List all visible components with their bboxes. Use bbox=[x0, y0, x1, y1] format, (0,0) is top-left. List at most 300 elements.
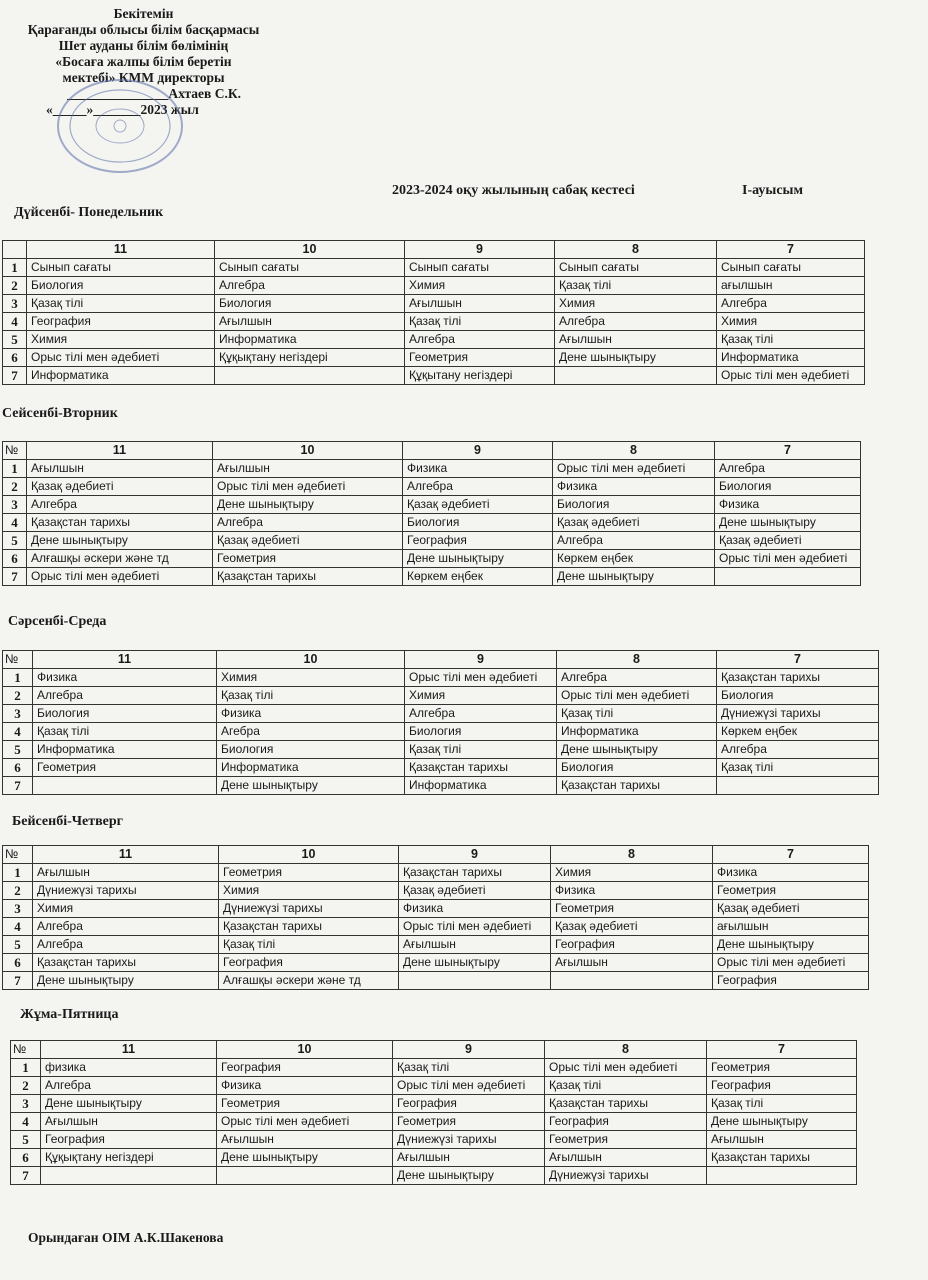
lesson-number: 4 bbox=[3, 514, 27, 532]
subject-cell: Ағылшын bbox=[213, 460, 403, 478]
approval-date-line: «_____»_______2023 жыл bbox=[46, 102, 199, 117]
subject-cell: Алгебра bbox=[33, 687, 217, 705]
subject-cell: Алгебра bbox=[717, 741, 879, 759]
subject-cell: Дене шынықтыру bbox=[213, 496, 403, 514]
grade-header: 8 bbox=[555, 241, 717, 259]
table-row bbox=[3, 514, 861, 532]
subject-cell: Қазақ тілі bbox=[707, 1095, 857, 1113]
subject-cell: Алгебра bbox=[215, 277, 405, 295]
schedule-table bbox=[2, 845, 869, 990]
subject-cell: География bbox=[41, 1131, 217, 1149]
table-row bbox=[3, 936, 869, 954]
subject-cell: Ағылшын bbox=[551, 954, 713, 972]
subject-cell: Дүниежүзі тарихы bbox=[545, 1167, 707, 1185]
subject-cell: Геометрия bbox=[707, 1059, 857, 1077]
subject-cell: Қазақстан тарихы bbox=[33, 954, 219, 972]
subject-cell: Дене шынықтыру bbox=[713, 936, 869, 954]
subject-cell: Қазақ әдебиеті bbox=[715, 532, 861, 550]
subject-cell: География bbox=[219, 954, 399, 972]
lesson-number: 1 bbox=[3, 460, 27, 478]
subject-cell bbox=[715, 568, 861, 586]
subject-cell: Биология bbox=[33, 705, 217, 723]
subject-cell: Орыс тілі мен әдебиеті bbox=[399, 918, 551, 936]
subject-cell: Биология bbox=[27, 277, 215, 295]
schedule-table bbox=[2, 240, 865, 385]
subject-cell: Ағылшын bbox=[545, 1149, 707, 1167]
subject-cell: География bbox=[393, 1095, 545, 1113]
subject-cell: Қазақ әдебиеті bbox=[551, 918, 713, 936]
number-header: № bbox=[3, 846, 33, 864]
lesson-number: 2 bbox=[3, 687, 33, 705]
lesson-number: 6 bbox=[3, 954, 33, 972]
subject-cell: География bbox=[403, 532, 553, 550]
subject-cell: Геометрия bbox=[219, 864, 399, 882]
subject-cell: Ағылшын bbox=[33, 864, 219, 882]
subject-cell: Дене шынықтыру bbox=[41, 1095, 217, 1113]
table-row bbox=[3, 277, 865, 295]
subject-cell: Қазақ тілі bbox=[393, 1059, 545, 1077]
subject-cell: Дүниежүзі тарихы bbox=[393, 1131, 545, 1149]
grade-header: 10 bbox=[213, 442, 403, 460]
table-row bbox=[3, 705, 879, 723]
subject-cell: География bbox=[707, 1077, 857, 1095]
subject-cell: Құқықтану негіздері bbox=[41, 1149, 217, 1167]
table-row bbox=[3, 723, 879, 741]
subject-cell: Дене шынықтыру bbox=[33, 972, 219, 990]
table-row bbox=[3, 532, 861, 550]
subject-cell: Қазақстан тарихы bbox=[213, 568, 403, 586]
subject-cell: Биология bbox=[215, 295, 405, 313]
lesson-number: 4 bbox=[11, 1113, 41, 1131]
subject-cell: Қазақ тілі bbox=[557, 705, 717, 723]
subject-cell: Физика bbox=[551, 882, 713, 900]
subject-cell: Орыс тілі мен әдебиеті bbox=[213, 478, 403, 496]
approval-line: Қарағанды облысы білім басқармасы bbox=[27, 22, 260, 37]
subject-cell: Геометрия bbox=[33, 759, 217, 777]
subject-cell: Химия bbox=[33, 900, 219, 918]
subject-cell: Дене шынықтыру bbox=[399, 954, 551, 972]
subject-cell: Информатика bbox=[27, 367, 215, 385]
header-row bbox=[3, 651, 879, 669]
table-row bbox=[3, 669, 879, 687]
subject-cell: Сынып сағаты bbox=[215, 259, 405, 277]
grade-header: 7 bbox=[715, 442, 861, 460]
subject-cell: Ағылшын bbox=[27, 460, 213, 478]
schedule-table bbox=[2, 650, 879, 795]
subject-cell: Қазақ тілі bbox=[555, 277, 717, 295]
table-row bbox=[3, 349, 865, 367]
subject-cell: Қазақ тілі bbox=[33, 723, 217, 741]
subject-cell: ағылшын bbox=[717, 277, 865, 295]
director-signature-line: _______________Ахтаев С.К. bbox=[67, 86, 241, 101]
subject-cell: Химия bbox=[717, 313, 865, 331]
lesson-number: 2 bbox=[11, 1077, 41, 1095]
subject-cell: Дене шынықтыру bbox=[217, 777, 405, 795]
subject-cell: Дүниежүзі тарихы bbox=[219, 900, 399, 918]
subject-cell: География bbox=[551, 936, 713, 954]
subject-cell: Ағылшын bbox=[217, 1131, 393, 1149]
subject-cell bbox=[555, 367, 717, 385]
grade-header: 9 bbox=[405, 651, 557, 669]
grade-header: 10 bbox=[217, 1041, 393, 1059]
lesson-number: 2 bbox=[3, 277, 27, 295]
subject-cell: Химия bbox=[405, 277, 555, 295]
subject-cell: Қазақ тілі bbox=[219, 936, 399, 954]
subject-cell: Химия bbox=[551, 864, 713, 882]
subject-cell: География bbox=[217, 1059, 393, 1077]
table-row bbox=[3, 741, 879, 759]
day-title: Сейсенбі-Вторник bbox=[2, 406, 118, 421]
subject-cell: Қазақстан тарихы bbox=[399, 864, 551, 882]
table-row bbox=[3, 954, 869, 972]
subject-cell: Қазақ әдебиеті bbox=[213, 532, 403, 550]
subject-cell: Қазақстан тарихы bbox=[717, 669, 879, 687]
subject-cell: География bbox=[27, 313, 215, 331]
subject-cell: Орыс тілі мен әдебиеті bbox=[27, 568, 213, 586]
subject-cell: Орыс тілі мен әдебиеті bbox=[715, 550, 861, 568]
grade-header: 7 bbox=[717, 651, 879, 669]
subject-cell: Информатика bbox=[215, 331, 405, 349]
subject-cell: Қазақстан тарихы bbox=[405, 759, 557, 777]
subject-cell bbox=[215, 367, 405, 385]
subject-cell: Агебра bbox=[217, 723, 405, 741]
subject-cell: Орыс тілі мен әдебиеті bbox=[217, 1113, 393, 1131]
grade-header: 7 bbox=[713, 846, 869, 864]
subject-cell: Ағылшын bbox=[399, 936, 551, 954]
subject-cell: Ағылшын bbox=[393, 1149, 545, 1167]
lesson-number: 7 bbox=[3, 568, 27, 586]
lesson-number: 3 bbox=[3, 900, 33, 918]
table-row bbox=[11, 1077, 857, 1095]
subject-cell: Сынып сағаты bbox=[555, 259, 717, 277]
lesson-number: 3 bbox=[11, 1095, 41, 1113]
grade-header: 8 bbox=[545, 1041, 707, 1059]
subject-cell: Алгебра bbox=[27, 496, 213, 514]
lesson-number: 7 bbox=[3, 367, 27, 385]
subject-cell: Ағылшын bbox=[215, 313, 405, 331]
lesson-number: 3 bbox=[3, 496, 27, 514]
header-row bbox=[3, 442, 861, 460]
subject-cell: Геометрия bbox=[393, 1113, 545, 1131]
subject-cell: Физика bbox=[713, 864, 869, 882]
subject-cell: Дене шынықтыру bbox=[557, 741, 717, 759]
subject-cell: Дене шынықтыру bbox=[715, 514, 861, 532]
table-row bbox=[3, 568, 861, 586]
subject-cell: Сынып сағаты bbox=[405, 259, 555, 277]
subject-cell: Көркем еңбек bbox=[553, 550, 715, 568]
subject-cell: Биология bbox=[557, 759, 717, 777]
table-row bbox=[3, 367, 865, 385]
subject-cell: Қазақ тілі bbox=[545, 1077, 707, 1095]
table-row bbox=[11, 1095, 857, 1113]
table-row bbox=[3, 759, 879, 777]
subject-cell: Сынып сағаты bbox=[27, 259, 215, 277]
subject-cell: Алгебра bbox=[405, 331, 555, 349]
subject-cell: Ағылшын bbox=[41, 1113, 217, 1131]
table-row bbox=[11, 1131, 857, 1149]
subject-cell: Орыс тілі мен әдебиеті bbox=[557, 687, 717, 705]
subject-cell: Құқытану негіздері bbox=[405, 367, 555, 385]
subject-cell: Алғашқы әскери және тд bbox=[27, 550, 213, 568]
approval-line: Бекітемін bbox=[113, 6, 174, 21]
subject-cell: Алгебра bbox=[405, 705, 557, 723]
subject-cell: Физика bbox=[715, 496, 861, 514]
subject-cell: Алгебра bbox=[557, 669, 717, 687]
number-header: № bbox=[11, 1041, 41, 1059]
subject-cell: Қазақстан тарихы bbox=[27, 514, 213, 532]
day-title: Бейсенбі-Четверг bbox=[12, 814, 124, 829]
lesson-number: 3 bbox=[3, 295, 27, 313]
table-row bbox=[3, 900, 869, 918]
approval-line: «Босаға жалпы білім беретін bbox=[55, 54, 232, 69]
grade-header: 9 bbox=[403, 442, 553, 460]
subject-cell: Химия bbox=[405, 687, 557, 705]
subject-cell: Қазақ тілі bbox=[717, 331, 865, 349]
subject-cell bbox=[551, 972, 713, 990]
subject-cell: Ағылшын bbox=[707, 1131, 857, 1149]
subject-cell: Физика bbox=[399, 900, 551, 918]
subject-cell: Алғашқы әскери және тд bbox=[219, 972, 399, 990]
grade-header: 9 bbox=[393, 1041, 545, 1059]
grade-header: 7 bbox=[717, 241, 865, 259]
lesson-number: 3 bbox=[3, 705, 33, 723]
subject-cell: Қазақ әдебиеті bbox=[399, 882, 551, 900]
lesson-number: 1 bbox=[11, 1059, 41, 1077]
lesson-number: 2 bbox=[3, 478, 27, 496]
subject-cell: География bbox=[545, 1113, 707, 1131]
header-row bbox=[11, 1041, 857, 1059]
subject-cell: Биология bbox=[403, 514, 553, 532]
subject-cell: Информатика bbox=[217, 759, 405, 777]
lesson-number: 4 bbox=[3, 723, 33, 741]
subject-cell: Қазақ әдебиеті bbox=[27, 478, 213, 496]
subject-cell: Қазақ әдебиеті bbox=[403, 496, 553, 514]
day-title: Сәрсенбі-Среда bbox=[8, 614, 107, 629]
grade-header: 7 bbox=[707, 1041, 857, 1059]
subject-cell: Алгебра bbox=[715, 460, 861, 478]
lesson-number: 5 bbox=[3, 741, 33, 759]
subject-cell bbox=[707, 1167, 857, 1185]
subject-cell: Қазақ тілі bbox=[717, 759, 879, 777]
subject-cell bbox=[717, 777, 879, 795]
subject-cell: Орыс тілі мен әдебиеті bbox=[405, 669, 557, 687]
grade-header: 10 bbox=[219, 846, 399, 864]
subject-cell: Дене шынықтыру bbox=[217, 1149, 393, 1167]
approval-line: мектебі» КММ директоры bbox=[62, 70, 225, 85]
subject-cell: Алгебра bbox=[555, 313, 717, 331]
lesson-number: 2 bbox=[3, 882, 33, 900]
subject-cell: Қазақ тілі bbox=[27, 295, 215, 313]
subject-cell: Қазақстан тарихы bbox=[219, 918, 399, 936]
lesson-number: 7 bbox=[3, 972, 33, 990]
table-row bbox=[3, 918, 869, 936]
subject-cell: География bbox=[713, 972, 869, 990]
subject-cell: Геометрия bbox=[551, 900, 713, 918]
lesson-number: 5 bbox=[3, 331, 27, 349]
table-row bbox=[3, 777, 879, 795]
subject-cell: Қазақстан тарихы bbox=[557, 777, 717, 795]
subject-cell: Физика bbox=[553, 478, 715, 496]
subject-cell: Дене шынықтыру bbox=[707, 1113, 857, 1131]
subject-cell: Орыс тілі мен әдебиеті bbox=[27, 349, 215, 367]
lesson-number: 6 bbox=[3, 759, 33, 777]
subject-cell: физика bbox=[41, 1059, 217, 1077]
subject-cell: Алгебра bbox=[717, 295, 865, 313]
subject-cell: Алгебра bbox=[403, 478, 553, 496]
table-row bbox=[3, 550, 861, 568]
table-row bbox=[3, 259, 865, 277]
number-header: № bbox=[3, 651, 33, 669]
day-title: Жұма-Пятница bbox=[20, 1007, 119, 1022]
subject-cell: Құқықтану негіздері bbox=[215, 349, 405, 367]
subject-cell: Биология bbox=[717, 687, 879, 705]
subject-cell: Геометрия bbox=[405, 349, 555, 367]
subject-cell: Орыс тілі мен әдебиеті bbox=[545, 1059, 707, 1077]
subject-cell: Дене шынықтыру bbox=[553, 568, 715, 586]
subject-cell: Геометрия bbox=[545, 1131, 707, 1149]
subject-cell bbox=[217, 1167, 393, 1185]
grade-header: 10 bbox=[217, 651, 405, 669]
school-stamp-icon bbox=[55, 76, 185, 176]
lesson-number: 7 bbox=[11, 1167, 41, 1185]
table-row bbox=[3, 295, 865, 313]
subject-cell: Физика bbox=[217, 705, 405, 723]
subject-cell: Химия bbox=[27, 331, 215, 349]
subject-cell: Ағылшын bbox=[555, 331, 717, 349]
table-row bbox=[3, 313, 865, 331]
header-row bbox=[3, 846, 869, 864]
lesson-number: 6 bbox=[11, 1149, 41, 1167]
table-row bbox=[11, 1149, 857, 1167]
lesson-number: 5 bbox=[11, 1131, 41, 1149]
subject-cell: Алгебра bbox=[33, 936, 219, 954]
subject-cell: Химия bbox=[555, 295, 717, 313]
subject-cell: ағылшын bbox=[713, 918, 869, 936]
grade-header: 8 bbox=[553, 442, 715, 460]
subject-cell: Қазақ әдебиеті bbox=[713, 900, 869, 918]
table-row bbox=[11, 1059, 857, 1077]
grade-header: 11 bbox=[33, 651, 217, 669]
subject-cell: Орыс тілі мен әдебиеті bbox=[713, 954, 869, 972]
subject-cell: Қазақ тілі bbox=[217, 687, 405, 705]
subject-cell: Қазақстан тарихы bbox=[707, 1149, 857, 1167]
lesson-number: 6 bbox=[3, 349, 27, 367]
grade-header: 8 bbox=[557, 651, 717, 669]
subject-cell: Алгебра bbox=[553, 532, 715, 550]
subject-cell: Физика bbox=[403, 460, 553, 478]
grade-header: 11 bbox=[27, 442, 213, 460]
subject-cell: Дүниежүзі тарихы bbox=[33, 882, 219, 900]
subject-cell: Геометрия bbox=[713, 882, 869, 900]
subject-cell bbox=[399, 972, 551, 990]
subject-cell: Көркем еңбек bbox=[717, 723, 879, 741]
lesson-number: 5 bbox=[3, 532, 27, 550]
subject-cell: Қазақстан тарихы bbox=[545, 1095, 707, 1113]
subject-cell: Орыс тілі мен әдебиеті bbox=[393, 1077, 545, 1095]
subject-cell: Биология bbox=[405, 723, 557, 741]
approval-line: Шет ауданы білім бөлімінің bbox=[58, 38, 229, 53]
subject-cell: Орыс тілі мен әдебиеті bbox=[717, 367, 865, 385]
subject-cell: Геометрия bbox=[217, 1095, 393, 1113]
subject-cell: Биология bbox=[217, 741, 405, 759]
lesson-number: 4 bbox=[3, 313, 27, 331]
day-title: Дүйсенбі- Понедельник bbox=[14, 205, 164, 220]
subject-cell: Қазақ тілі bbox=[405, 313, 555, 331]
subject-cell: Геометрия bbox=[213, 550, 403, 568]
table-row bbox=[3, 478, 861, 496]
number-header: № bbox=[3, 442, 27, 460]
table-row bbox=[3, 331, 865, 349]
subject-cell: Информатика bbox=[717, 349, 865, 367]
subject-cell: Химия bbox=[219, 882, 399, 900]
table-row bbox=[3, 496, 861, 514]
lesson-number: 1 bbox=[3, 864, 33, 882]
lesson-number: 1 bbox=[3, 669, 33, 687]
table-row bbox=[3, 460, 861, 478]
subject-cell: Алгебра bbox=[33, 918, 219, 936]
subject-cell: Дене шынықтыру bbox=[393, 1167, 545, 1185]
schedule-table bbox=[10, 1040, 857, 1185]
grade-header: 10 bbox=[215, 241, 405, 259]
subject-cell: Қазақ тілі bbox=[405, 741, 557, 759]
grade-header: 9 bbox=[405, 241, 555, 259]
subject-cell: Химия bbox=[217, 669, 405, 687]
header-row bbox=[3, 241, 865, 259]
table-row bbox=[11, 1113, 857, 1131]
subject-cell bbox=[41, 1167, 217, 1185]
schedule-table bbox=[2, 441, 861, 586]
subject-cell: Информатика bbox=[405, 777, 557, 795]
table-row bbox=[3, 972, 869, 990]
subject-cell bbox=[33, 777, 217, 795]
grade-header: 8 bbox=[551, 846, 713, 864]
lesson-number: 7 bbox=[3, 777, 33, 795]
subject-cell: Биология bbox=[553, 496, 715, 514]
subject-cell: Алгебра bbox=[213, 514, 403, 532]
lesson-number: 4 bbox=[3, 918, 33, 936]
schedule-title: 2023-2024 оқу жылының сабақ кестесі bbox=[392, 183, 635, 198]
grade-header: 9 bbox=[399, 846, 551, 864]
subject-cell: Ағылшын bbox=[405, 295, 555, 313]
lesson-number: 1 bbox=[3, 259, 27, 277]
grade-header: 11 bbox=[27, 241, 215, 259]
subject-cell: Орыс тілі мен әдебиеті bbox=[553, 460, 715, 478]
table-row bbox=[3, 864, 869, 882]
subject-cell: Көркем еңбек bbox=[403, 568, 553, 586]
table-row bbox=[3, 687, 879, 705]
subject-cell: Информатика bbox=[33, 741, 217, 759]
subject-cell: Информатика bbox=[557, 723, 717, 741]
subject-cell: Дене шынықтыру bbox=[403, 550, 553, 568]
subject-cell: Алгебра bbox=[41, 1077, 217, 1095]
subject-cell: Қазақ әдебиеті bbox=[553, 514, 715, 532]
subject-cell: Физика bbox=[33, 669, 217, 687]
grade-header: 11 bbox=[33, 846, 219, 864]
subject-cell: Сынып сағаты bbox=[717, 259, 865, 277]
subject-cell: Физика bbox=[217, 1077, 393, 1095]
prepared-by-signature: Орындаған ОІМ А.К.Шакенова bbox=[28, 1230, 224, 1245]
shift-label: І-ауысым bbox=[742, 183, 804, 198]
lesson-number: 6 bbox=[3, 550, 27, 568]
number-header bbox=[3, 241, 27, 259]
lesson-number: 5 bbox=[3, 936, 33, 954]
grade-header: 11 bbox=[41, 1041, 217, 1059]
subject-cell: Дүниежүзі тарихы bbox=[717, 705, 879, 723]
table-row bbox=[11, 1167, 857, 1185]
table-row bbox=[3, 882, 869, 900]
subject-cell: Дене шынықтыру bbox=[555, 349, 717, 367]
subject-cell: Биология bbox=[715, 478, 861, 496]
